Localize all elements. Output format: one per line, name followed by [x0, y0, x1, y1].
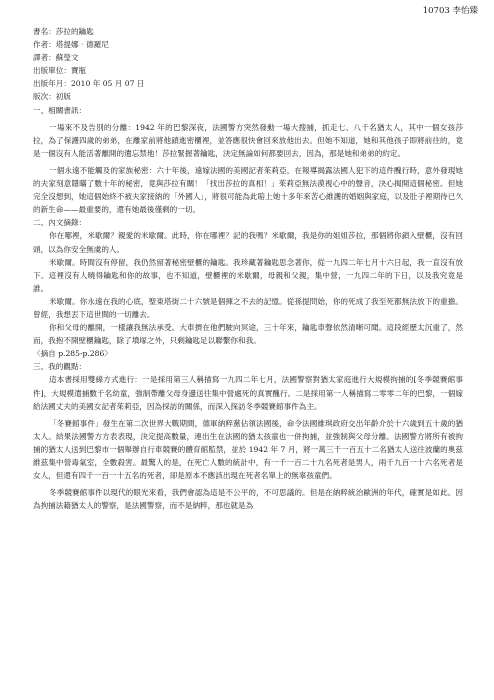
excerpt-paragraph-4: 你和父母的離開，一樣讓我無法承受。大車擠在他們駛向冥途，三十年來，鑰匙車聲依然清晰可聞。這段經歷太沉重了，然而，我抱不開壁櫃鑰匙，除了墳塚之外，只剩鑰匙足以聯繫你和我。 — [33, 323, 463, 346]
excerpt-paragraph-3: 米歇爾。你永遠在我的心底，聖東塔街二十六號是個揮之不去的記憶。從孫提問始，你的死成了我至死都無法放下的重擔。曾經，我想丟下這世間的一切離去。 — [33, 296, 463, 319]
book-translator: 譯者：蘇瑩文 — [33, 53, 79, 63]
opinion-paragraph-2: 「冬賽館事件」發生在第二次世界大戰期間，德軍納粹黨佔領法國後，命令法國維琪政府交出年齡介於十六歲到五十歲的猶太人。結果法國警方方表表現，決定提高數量，連出生在法國的猶太孩童也一併拘捕，並強制與父母分離。法國警方將所有被拘捕的猶太人送到巴黎市一個舉辦自行車競賽的體育館監禁，並於 1942 年 7 月，將一萬三千一百五十二名猶太人送往波蘭的奧茲維茲集中營毒氣室，全數殺害。最驚人的是，在死亡人數的統計中，有一千一百二十九名死者是男人，兩千九百一十六名死者是女人，但還有四千一百一十五名的死者，卻是原本不應該出現在死者名單上的無辜孩童們。 — [33, 418, 463, 481]
opinion-paragraph-1: 這本書採用雙線方式進行：一是採用第三人稱描寫一九四二年七月，法國警察對猶太家庭進行大規模拘捕的[冬季競賽館事件]，大規模遣捕數千名幼童，強制帶離父母身邊送往集中營處死的真實醜行。二是採用第一人稱描寫二零零二年的巴黎，一個嫁給法國丈夫的美國女記者茱莉亞，因為採訪的關係，而深入探訪冬季競賽館事件為主。 — [33, 375, 463, 411]
section-heading-excerpt: 二、內文摘錄： — [33, 218, 87, 228]
synopsis-paragraph-2: 一個永遠不能觸及的家族秘密：六十年後，遠嫁法國的美國記者茱莉亞，在報導揭露法國人犯下的這件醜行時，意外發現她的夫家刻意隱瞞了數十年的秘密，竟與莎拉有關！「找出莎拉的真相！」茱莉亞無法漠視心中的聲音，決心揭開這個秘密。但她完全沒想到，她這個始終不被夫家接納的「外國人」，將很可能為此賠上她十多年來苦心維護的婚姻與家庭，以及肚子裡期待已久的新生命——最重要的，還有她最後僅剩的一切。 — [33, 165, 463, 215]
book-edition: 版次：初版 — [33, 92, 71, 102]
section-heading-opinion: 三、我的觀點： — [33, 362, 87, 372]
book-publisher: 出版單位：寶瓶 — [33, 66, 87, 76]
excerpt-page-reference: 〈摘自 p.285-p.286〉 — [33, 349, 112, 359]
book-author: 作者：塔提娜‧德羅尼 — [33, 40, 109, 50]
document-body — [33, 25, 463, 512]
excerpt-paragraph-1: 你在哪裡，米歇爾？親愛的米歇爾。此時，你在哪裡？記的我嗎？米歇爾，我是你的姐姐莎拉，那個將你鎖入壁櫃，沒有回頭，以為你安全無虞的人。 — [33, 231, 463, 254]
excerpt-paragraph-2: 米歇爾。時間沒有停留，我仍然留著秘密壁櫃的鑰匙。我珍藏著鑰匙思念著你，從一九四二年七月十六日起，我一直沒有放下。這裡沒有人曉得鑰匙和你的故事，也不知道，壁櫃裡的米歇爾，母親和父親，集中營，一九四二年的下日，以及我究竟是誰。 — [33, 257, 463, 293]
synopsis-paragraph-1: 一場來不及告別的分離：1942 年的巴黎深夜，法國警方突然發動一場大搜捕，抓走七、八千名猶太人，其中一個女孩莎拉，為了保護四歲的弟弟，在離家前將他鎖進密櫃裡，並答應很快會回來放他出去。但她不知道，她和其他孩子即將前往的，竟是一個沒有人能活著離開的遺忘禁地！莎拉緊握著鑰匙，決定無論如何都要回去，因為，那是她和弟弟的約定。 — [33, 122, 463, 158]
book-title: 書名：莎拉的鑰匙 — [33, 27, 94, 36]
student-id: 10703 李怡臻 — [422, 6, 478, 16]
section-heading-related-info: 一、相關書訊： — [33, 105, 87, 115]
opinion-paragraph-3: 冬季競賽館事件以現代的眼光來看，我們會認為這是不公平的，不可思議的。但是在納粹統治歐洲的年代，確實是如此。因為拘捕法籍猶太人的警察，是法國警察，而不是納粹，那也就是為 — [33, 488, 463, 511]
book-date: 出版年月：2010 年 05 月 07 日 — [33, 79, 145, 89]
